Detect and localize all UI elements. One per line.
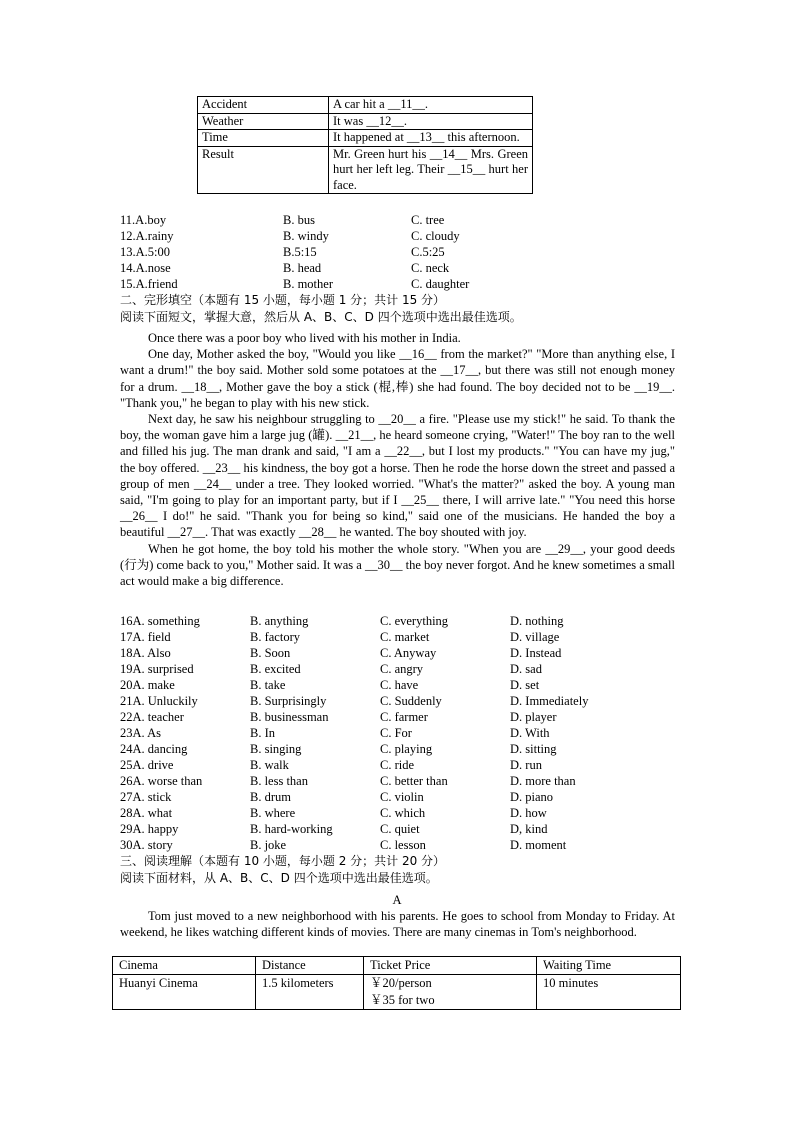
option: D. player — [510, 710, 557, 724]
option: 22A. teacher — [120, 710, 184, 724]
table-cell: Result — [198, 146, 329, 194]
option: C. For — [380, 726, 412, 740]
table-cell: It was __12__. — [329, 113, 533, 130]
option: C. everything — [380, 614, 449, 628]
option-row — [120, 629, 640, 645]
option: 11.A.boy — [120, 213, 167, 227]
option: B. walk — [250, 758, 289, 772]
table-header: Ticket Price — [364, 957, 537, 975]
option: C.5:25 — [411, 245, 445, 259]
option: D. village — [510, 630, 560, 644]
table-header: Distance — [256, 957, 364, 975]
option: D, kind — [510, 822, 548, 836]
table-cell: Accident — [198, 97, 329, 114]
option: C. farmer — [380, 710, 428, 724]
option-row — [120, 276, 560, 292]
option: C. lesson — [380, 838, 426, 852]
option: B. bus — [283, 213, 315, 227]
option: 18A. Also — [120, 646, 171, 660]
option-row — [120, 645, 640, 661]
option: 27A. stick — [120, 790, 172, 804]
ticket-price-single: ￥20/person — [370, 976, 432, 990]
option: D. With — [510, 726, 550, 740]
option: B. head — [283, 261, 322, 275]
option: B. anything — [250, 614, 309, 628]
option-row — [120, 773, 640, 789]
option-row — [120, 709, 640, 725]
table-cell: A car hit a __11__. — [329, 97, 533, 114]
option: C. neck — [411, 261, 450, 275]
option: 16A. something — [120, 614, 200, 628]
option: D. more than — [510, 774, 576, 788]
cloze-passage — [120, 330, 675, 589]
passage-paragraph: Once there was a poor boy who lived with his mother in India. — [148, 331, 461, 345]
ticket-price-pair: ￥35 for two — [370, 993, 435, 1007]
option: 13.A.5:00 — [120, 245, 170, 259]
option: 28A. what — [120, 806, 173, 820]
table-cell: Weather — [198, 113, 329, 130]
table-cell: 10 minutes — [537, 975, 681, 1010]
option: B. factory — [250, 630, 300, 644]
passage-paragraph: When he got home, the boy told his mother the whole story. "When you are __29__, your good deeds (行为) come back to you," Mother said. It was a __30__ the boy never forgot. And he knew sometimes a small act would make a big difference. — [120, 541, 675, 589]
option-row — [120, 757, 640, 773]
section-instruction: 阅读下面材料，从 A、B、C、D 四个选项中选出最佳选项。 — [120, 871, 438, 885]
option: C. Suddenly — [380, 694, 442, 708]
option: B. less than — [250, 774, 308, 788]
option-row — [120, 244, 560, 260]
passage-paragraph: One day, Mother asked the boy, "Would you like __16__ from the market?" "More than anything else, I want a drum!" the boy said. Mother sold some potatoes at the __17__, but there was still not enough money for a drum. __18__, Mother gave the boy a stick (棍,棒) she had found. The boy decided not to be __19__. "Thank you," he began to play with his new stick. — [120, 347, 675, 410]
option: D. how — [510, 806, 547, 820]
option-row — [120, 677, 640, 693]
option-row — [120, 693, 640, 709]
option: C. daughter — [411, 277, 470, 291]
option-row — [120, 837, 640, 853]
option-row — [120, 260, 560, 276]
option: C. have — [380, 678, 419, 692]
option-row — [120, 212, 560, 228]
part-label: A — [392, 893, 402, 907]
accident-info-table — [197, 96, 533, 194]
option: 12.A.rainy — [120, 229, 174, 243]
option: D. piano — [510, 790, 554, 804]
option: C. angry — [380, 662, 424, 676]
reading-intro — [120, 908, 675, 940]
option-row — [120, 805, 640, 821]
option: D. set — [510, 678, 540, 692]
option: 17A. field — [120, 630, 171, 644]
table-row — [198, 130, 533, 147]
table-header: Waiting Time — [537, 957, 681, 975]
table-row — [198, 97, 533, 114]
option: 20A. make — [120, 678, 175, 692]
option: D. sad — [510, 662, 542, 676]
option: B. joke — [250, 838, 287, 852]
option: D. nothing — [510, 614, 564, 628]
table-header-row — [113, 957, 681, 975]
option: 23A. As — [120, 726, 161, 740]
section-heading: 二、完形填空（本题有 15 小题，每小题 1 分；共计 15 分） — [120, 293, 446, 307]
option: B. mother — [283, 277, 333, 291]
option: C. which — [380, 806, 426, 820]
passage-paragraph: Next day, he saw his neighbour struggling to __20__ a fire. "Please use my stick!" he said. To thank the boy, the woman gave him a large jug (罐). __21__, he heard someone crying, "Water!" The boy ran to the well and filled his jug. The man drank and said, "I am a __22__, but I lost my products." "You can have my jug," the boy offered. __23__ his kindness, the boy got a horse. Then he rode the horse down the street and passed a group of men __24__ under a tree. They looked worried. "What's the matter?" asked the boy. A young man said, "I'm going to play for an important party, but if I __25__ there, I will arrive late." "You need this horse __26__ I do!" he said. "Thank you for being so kind," said one of the musicians. He handed the boy a beautiful __27__. That was exactly __28__ he wanted. The boy shouted with joy. — [120, 412, 675, 540]
options-11-15 — [120, 212, 560, 326]
table-row — [198, 146, 533, 194]
option: C. cloudy — [411, 229, 460, 243]
option: B. singing — [250, 742, 302, 756]
option: 14.A.nose — [120, 261, 171, 275]
option: B. windy — [283, 229, 329, 243]
option: C. market — [380, 630, 430, 644]
table-cell — [364, 975, 537, 1010]
option-row — [120, 661, 640, 677]
option: D. Instead — [510, 646, 562, 660]
table-cell: It happened at __13__ this afternoon. — [329, 130, 533, 147]
section-instruction: 阅读下面短文，掌握大意，然后从 A、B、C、D 四个选项中选出最佳选项。 — [120, 310, 522, 324]
cinema-table — [112, 956, 681, 1010]
passage-paragraph: Tom just moved to a new neighborhood with his parents. He goes to school from Monday to Friday. At weekend, he likes watching different kinds of movies. There are many cinemas in Tom's neighborhood. — [120, 909, 675, 940]
option: 29A. happy — [120, 822, 179, 836]
option: 25A. drive — [120, 758, 174, 772]
option-row — [120, 821, 640, 837]
option: 26A. worse than — [120, 774, 203, 788]
option: C. ride — [380, 758, 415, 772]
section-heading: 三、阅读理解（本题有 10 小题，每小题 2 分；共计 20 分） — [120, 854, 446, 868]
option: B. where — [250, 806, 296, 820]
table-cell: Time — [198, 130, 329, 147]
option: B. drum — [250, 790, 291, 804]
option: 19A. surprised — [120, 662, 194, 676]
option: C. violin — [380, 790, 424, 804]
option: B. take — [250, 678, 286, 692]
option: 30A. story — [120, 838, 173, 852]
option: 15.A.friend — [120, 277, 178, 291]
option: B. excited — [250, 662, 301, 676]
option-row — [120, 789, 640, 805]
option-row — [120, 725, 640, 741]
table-cell: Mr. Green hurt his __14__ Mrs. Green hurt her left leg. Their __15__ hurt her face. — [329, 146, 533, 194]
table-row — [113, 975, 681, 1010]
option: C. better than — [380, 774, 448, 788]
option-row — [120, 741, 640, 757]
option: C. Anyway — [380, 646, 437, 660]
option: B. In — [250, 726, 275, 740]
option: D. sitting — [510, 742, 557, 756]
option-row — [120, 613, 640, 629]
options-16-30 — [120, 613, 640, 887]
option: B. Surprisingly — [250, 694, 327, 708]
option: 24A. dancing — [120, 742, 188, 756]
option: D. moment — [510, 838, 567, 852]
option: C. tree — [411, 213, 445, 227]
option: C. playing — [380, 742, 433, 756]
table-header: Cinema — [113, 957, 256, 975]
option: D. Immediately — [510, 694, 589, 708]
option: B. Soon — [250, 646, 291, 660]
option: B. businessman — [250, 710, 329, 724]
option: 21A. Unluckily — [120, 694, 198, 708]
table-row — [198, 113, 533, 130]
option-row — [120, 228, 560, 244]
table-cell: 1.5 kilometers — [256, 975, 364, 1010]
table-cell: Huanyi Cinema — [113, 975, 256, 1010]
option: B. hard-working — [250, 822, 333, 836]
option: D. run — [510, 758, 542, 772]
option: C. quiet — [380, 822, 420, 836]
option: B.5:15 — [283, 245, 317, 259]
